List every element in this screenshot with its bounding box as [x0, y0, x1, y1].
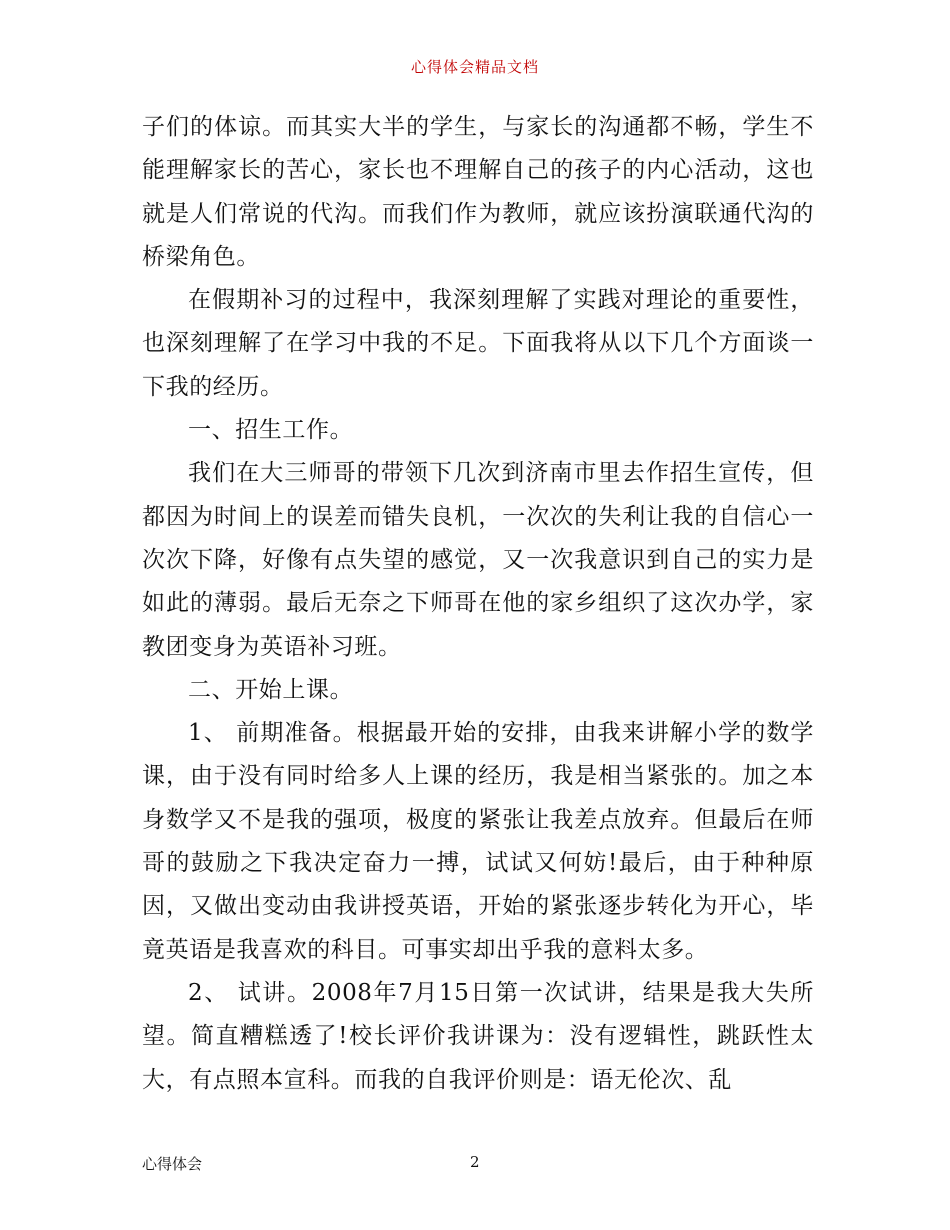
paragraph: 1、 前期准备。根据最开始的安排，由我来讲解小学的数学课，由于没有同时给多人上课的经历，我是相当紧张的。加之本身数学又不是我的强项，极度的紧张让我差点放弃。但最后在师哥的鼓励之下我决定奋力一搏，试试又何妨!最后，由于种种原因，又做出变动由我讲授英语，开始的紧张逐步转化为开心，毕竟英语是我喜欢的科目。可事实却出乎我的意料太多。 [142, 720, 814, 963]
paragraph-continuation: 子们的体谅。而其实大半的学生，与家长的沟通都不畅，学生不能理解家长的苦心，家长也不理解自己的孩子的内心活动，这也就是人们常说的代沟。而我们作为教师，就应该扮演联通代沟的桥梁角色。 [142, 114, 814, 270]
section-heading: 二、开始上课。 [188, 676, 354, 703]
paragraph: 我们在大三师哥的带领下几次到济南市里去作招生宣传，但都因为时间上的误差而错失良机，一次次的失利让我的自信心一次次下降，好像有点失望的感觉，又一次我意识到自己的实力是如此的薄弱。最后无奈之下师哥在他的家乡组织了这次办学，家教团变身为英语补习班。 [142, 460, 814, 660]
document-header-title: 心得体会精品文档 [410, 58, 539, 76]
paragraph: 在假期补习的过程中，我深刻理解了实践对理论的重要性，也深刻理解了在学习中我的不足。下面我将从以下几个方面谈一下我的经历。 [142, 287, 814, 400]
document-body [142, 106, 814, 1102]
section-heading: 一、招生工作。 [188, 417, 354, 444]
paragraph: 2、 试讲。2008年7月15日第一次试讲，结果是我大失所望。简直糟糕透了!校长评价我讲课为：没有逻辑性，跳跃性太大，有点照本宣科。而我的自我评价则是：语无伦次、乱 [142, 979, 814, 1093]
footer-label: 心得体会 [142, 1155, 203, 1173]
page-number: 2 [470, 1153, 480, 1171]
